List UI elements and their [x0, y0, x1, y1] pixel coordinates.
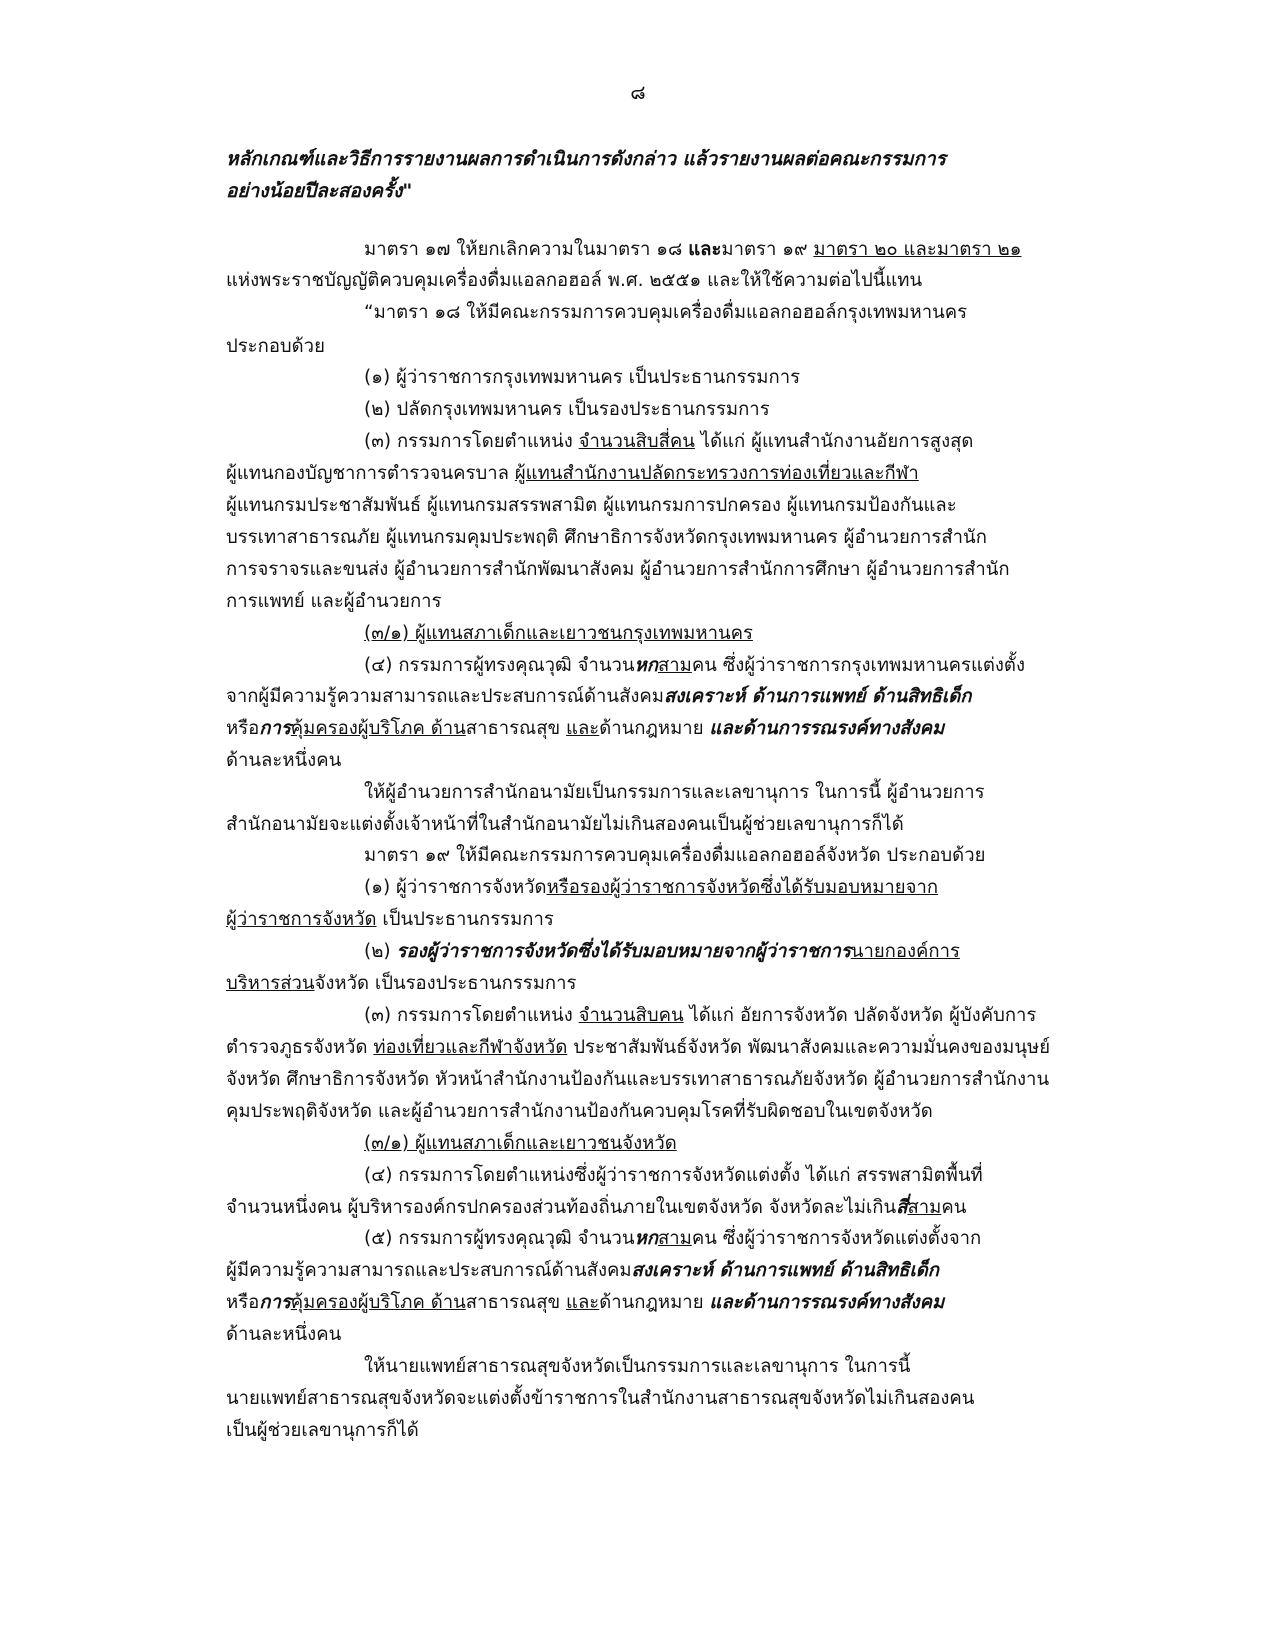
body-line [226, 265, 922, 297]
text-segment: คน [941, 1197, 967, 1218]
text-segment: หก [634, 1228, 658, 1249]
body-line [364, 362, 800, 394]
body-line [364, 777, 985, 809]
text-segment: สาธารณสุข [465, 1292, 567, 1313]
text-segment: สงเคราะห์ ด้านการแพทย์ ด้านสิทธิเด็ก [631, 1260, 940, 1281]
text-segment: ประกอบด้วย [226, 336, 325, 357]
text-segment: และ [566, 1292, 600, 1313]
text-segment: ได้แก่ ผู้แทนสำนักงานอัยการสูงสุด [694, 431, 974, 452]
text-segment: สาม [907, 1197, 942, 1218]
text-segment: และ [688, 239, 722, 260]
text-segment: ผู้แทนกรมประชาสัมพันธ์ ผู้แทนกรมสรรพสามิต ผู้แทนกรมการปกครอง ผู้แทนกรมป้องกันและ [226, 495, 957, 516]
body-line [364, 426, 973, 458]
body-line [226, 1415, 419, 1447]
body-line [364, 618, 753, 650]
text-segment: (๔) กรรมการโดยตำแหน่งซึ่งผู้ว่าราชการจังหวัดแต่งตั้ง ได้แก่ สรรพสามิตพื้นที่ [364, 1165, 983, 1186]
body-line [364, 1160, 983, 1192]
body-line [364, 936, 960, 968]
text-segment: (๓/๑) ผู้แทนสภาเด็กและเยาวชนจังหวัด [364, 1133, 677, 1154]
body-line [364, 234, 1022, 266]
text-segment: และ [566, 718, 600, 739]
text-segment: จังหวัด เป็นรองประธานกรรมการ [314, 973, 577, 994]
body-line [364, 840, 985, 872]
text-segment: ด้านละหนึ่งคน [226, 1324, 342, 1345]
text-segment: (๑) ผู้ว่าราชการกรุงเทพมหานคร เป็นประธานกรรมการ [364, 367, 801, 388]
heading-line-2: อย่างน้อยปีละสองครั้ง" [226, 180, 413, 202]
text-segment: ผู้แทนสำนักงานปลัดกระทรวงการท่องเที่ยวและกีฬา [514, 463, 919, 484]
heading-line-1: หลักเกณฑ์และวิธีการรายงานผลการดำเนินการดังกล่าว แล้วรายงานผลต่อคณะกรรมการ [226, 148, 946, 170]
text-segment: คุ้มครองผู้บริโภค ด้าน [290, 1292, 466, 1313]
body-line [226, 1064, 1049, 1096]
text-segment: (๒) [364, 941, 397, 962]
body-line [226, 1287, 944, 1319]
text-segment: สี่ [896, 1197, 908, 1218]
text-segment: บรรเทาสาธารณภัย ผู้แทนกรมคุมประพฤติ ศึกษาธิการจังหวัดกรุงเทพมหานคร ผู้อำนวยการสำนัก [226, 527, 987, 548]
text-segment: ท่องเที่ยวและกีฬาจังหวัด [373, 1037, 568, 1058]
body-line [226, 1192, 966, 1224]
text-segment: มาตรา ๑๙ ให้มีคณะกรรมการควบคุมเครื่องดื่มแอลกอฮอล์จังหวัด ประกอบด้วย [364, 845, 986, 866]
body-line [364, 1351, 910, 1383]
body-line [364, 297, 967, 329]
text-segment: ได้แก่ อัยการจังหวัด ปลัดจังหวัด ผู้บังคับการ [683, 1005, 1037, 1026]
text-segment: ด้านกฎหมาย [599, 1292, 710, 1313]
text-segment: จำนวนสิบสี่คน [578, 431, 695, 452]
text-segment: (๔) กรรมการผู้ทรงคุณวุฒิ จำนวน [364, 655, 635, 676]
text-segment: หรือ [226, 718, 260, 739]
body-line [226, 1096, 933, 1128]
body-line [226, 490, 957, 522]
text-segment: ด้านละหนึ่งคน [226, 750, 342, 771]
text-segment: นายแพทย์สาธารณสุขจังหวัดจะแต่งตั้งข้าราชการในสำนักงานสาธารณสุขจังหวัดไม่เกินสองคน [226, 1388, 975, 1409]
text-segment: จังหวัด ศึกษาธิการจังหวัด หัวหน้าสำนักงานป้องกันและบรรเทาสาธารณภัยจังหวัด ผู้อำนวยการสำนักงาน [226, 1069, 1050, 1090]
text-segment: ตำรวจภูธรจังหวัด [226, 1037, 374, 1058]
body-line [226, 809, 904, 841]
text-segment: จากผู้มีความรู้ความสามารถและประสบการณ์ด้านสังคม [226, 686, 664, 707]
text-segment: จำนวนสิบคน [578, 1005, 684, 1026]
text-segment: หรือรองผู้ว่าราชการจังหวัดซึ่งได้รับมอบหมายจาก [546, 877, 939, 898]
body-line [226, 904, 554, 936]
body-line [364, 650, 1025, 682]
body-line [226, 522, 987, 554]
text-segment: สาม [657, 655, 692, 676]
text-segment: การ [259, 718, 291, 739]
body-line [226, 713, 944, 745]
text-segment: รองผู้ว่าราชการจังหวัดซึ่งได้รับมอบหมายจากผู้ว่าราชการ [396, 941, 851, 962]
text-segment: มาตรา ๑๗ ให้ยกเลิกความในมาตรา ๑๘ [364, 239, 689, 260]
text-segment: (๓) กรรมการโดยตำแหน่ง [364, 1005, 579, 1026]
text-segment: “มาตรา ๑๘ ให้มีคณะกรรมการควบคุมเครื่องดื่มแอลกอฮอล์กรุงเทพมหานคร [364, 302, 968, 323]
text-segment: คน ซึ่งผู้ว่าราชการจังหวัดแต่งตั้งจาก [691, 1228, 982, 1249]
body-line [226, 968, 576, 1000]
body-line [226, 458, 919, 490]
text-segment: นายกองค์การ [850, 941, 960, 962]
text-segment: สำนักอนามัยจะแต่งตั้งเจ้าหน้าที่ในสำนักอนามัยไม่เกินสองคนเป็นผู้ช่วยเลขานุการก็ได้ [226, 814, 904, 835]
body-line [364, 872, 938, 904]
body-line [226, 745, 341, 777]
page-number: ๘ [630, 80, 646, 104]
text-segment: และด้านการรณรงค์ทางสังคม [709, 1292, 945, 1313]
text-segment: สงเคราะห์ ด้านการแพทย์ ด้านสิทธิเด็ก [663, 686, 972, 707]
text-segment: มาตรา ๑๙ [721, 239, 814, 260]
text-segment: ผู้ว่าราชการจังหวัด [226, 909, 377, 930]
body-line [226, 1319, 341, 1351]
text-segment: ผู้แทนกองบัญชาการตำรวจนครบาล [226, 463, 515, 484]
text-segment: และด้านการรณรงค์ทางสังคม [709, 718, 945, 739]
text-segment: ผู้มีความรู้ความสามารถและประสบการณ์ด้านสังคม [226, 1260, 632, 1281]
text-segment: หรือ [226, 1292, 260, 1313]
text-segment: (๓) กรรมการโดยตำแหน่ง [364, 431, 579, 452]
body-line [364, 1223, 981, 1255]
body-line [364, 1128, 677, 1160]
text-segment: หก [634, 655, 658, 676]
text-segment: (๕) กรรมการผู้ทรงคุณวุฒิ จำนวน [364, 1228, 635, 1249]
text-segment: ให้นายแพทย์สาธารณสุขจังหวัดเป็นกรรมการและเลขานุการ ในการนี้ [364, 1356, 911, 1377]
text-segment: การจราจรและขนส่ง ผู้อำนวยการสำนักพัฒนาสังคม ผู้อำนวยการสำนักการศึกษา ผู้อำนวยการสำนัก [226, 559, 1010, 580]
body-line [364, 394, 770, 426]
body-line [226, 554, 1010, 586]
text-segment: ด้านกฎหมาย [599, 718, 710, 739]
text-segment: บริหารส่วน [226, 973, 315, 994]
text-segment: คุ้มครองผู้บริโภค ด้าน [290, 718, 466, 739]
body-line [364, 1000, 1036, 1032]
body-line [226, 681, 971, 713]
body-line [226, 586, 442, 618]
text-segment: จำนวนหนึ่งคน ผู้บริหารองค์กรปกครองส่วนท้องถิ่นภายในเขตจังหวัด จังหวัดละไม่เกิน [226, 1197, 897, 1218]
text-segment: คน ซึ่งผู้ว่าราชการกรุงเทพมหานครแต่งตั้ง [691, 655, 1025, 676]
text-segment: (๑) ผู้ว่าราชการจังหวัด [364, 877, 547, 898]
text-segment: แห่งพระราชบัญญัติควบคุมเครื่องดื่มแอลกอฮอล์ พ.ศ. ๒๕๕๑ และให้ใช้ความต่อไปนี้แทน [226, 270, 923, 291]
body-line [226, 1255, 939, 1287]
text-segment: ประชาสัมพันธ์จังหวัด พัฒนาสังคมและความมั่นคงของมนุษย์ [567, 1037, 1051, 1058]
body-line [226, 1383, 974, 1415]
text-segment: (๓/๑) ผู้แทนสภาเด็กและเยาวชนกรุงเทพมหานคร [364, 623, 753, 644]
text-segment: (๒) ปลัดกรุงเทพมหานคร เป็นรองประธานกรรมการ [364, 399, 770, 420]
text-segment: สาม [657, 1228, 692, 1249]
text-segment: คุมประพฤติจังหวัด และผู้อำนวยการสำนักงานป้องกันควบคุมโรคที่รับผิดชอบในเขตจังหวัด [226, 1101, 933, 1122]
text-segment: ให้ผู้อำนวยการสำนักอนามัยเป็นกรรมการและเลขานุการ ในการนี้ ผู้อำนวยการ [364, 782, 985, 803]
text-segment: มาตรา ๒๐ และมาตรา ๒๑ [813, 239, 1022, 260]
text-segment: การ [259, 1292, 291, 1313]
text-segment: เป็นผู้ช่วยเลขานุการก็ได้ [226, 1420, 419, 1441]
text-segment: สาธารณสุข [465, 718, 567, 739]
body-line [226, 331, 325, 363]
body-line [226, 1032, 1050, 1064]
text-segment: การแพทย์ และผู้อำนวยการ [226, 591, 442, 612]
text-segment: เป็นประธานกรรมการ [376, 909, 554, 930]
